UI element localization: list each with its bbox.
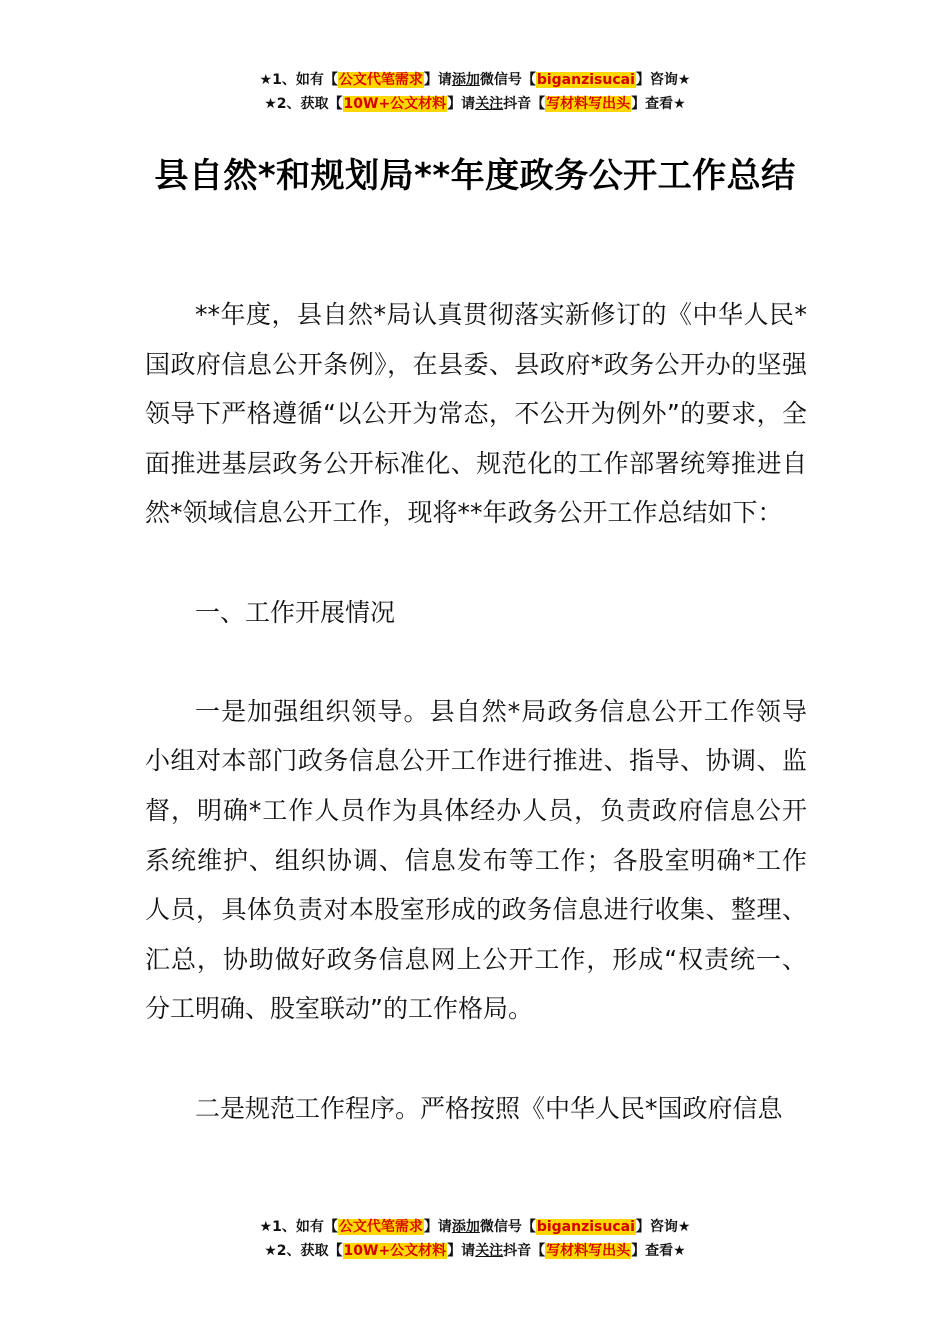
body-paragraph: 二是规范工作程序。严格按照《中华人民*国政府信息	[195, 1093, 783, 1123]
promo-line-1	[0, 68, 950, 92]
promo-line-2	[0, 1239, 950, 1263]
highlight-service: 公文代笔需求	[338, 72, 423, 88]
document-body	[145, 290, 807, 1183]
promo-text: ★2、获取【	[264, 1243, 343, 1259]
promo-text: 】咨询★	[635, 1219, 691, 1235]
promo-text: 】请	[447, 1243, 476, 1259]
promo-text: 】请	[447, 96, 476, 112]
intro-paragraph: **年度，县自然*局认真贯彻落实新修订的《中华人民*国政府信息公开条例》，在县委、县政府*政务公开办的坚强领导下严格遵循“以公开为常态，不公开为例外”的要求，全面推进基层政务公开标准化、规范化的工作部署统筹推进自然*领域信息公开工作，现将**年政务公开工作总结如下：	[145, 300, 807, 528]
promo-underlined: 关注	[475, 96, 504, 112]
promo-text: 】请	[423, 72, 452, 88]
highlight-wechat-id: biganzisucai	[536, 1219, 635, 1235]
promo-text: 】请	[423, 1219, 452, 1235]
document-title: 县自然*和规划局**年度政务公开工作总结	[154, 156, 796, 196]
promo-underlined: 添加	[451, 1219, 480, 1235]
promo-text: ★1、如有【	[259, 72, 338, 88]
highlight-service: 公文代笔需求	[338, 1219, 423, 1235]
promo-line-2	[0, 92, 950, 116]
promo-text: ★1、如有【	[259, 1219, 338, 1235]
highlight-wechat-id: biganzisucai	[536, 72, 635, 88]
promo-footer	[0, 1215, 950, 1263]
section-heading: 一、工作开展情况	[195, 597, 396, 627]
promo-text: 微信号【	[479, 72, 536, 88]
promo-line-1	[0, 1215, 950, 1239]
promo-text: 】查看★	[631, 1243, 686, 1259]
promo-underlined: 添加	[451, 72, 480, 88]
promo-text: 】咨询★	[635, 72, 691, 88]
highlight-douyin-account: 写材料写出头	[546, 96, 631, 112]
highlight-materials: 10W+公文材料	[343, 1243, 447, 1259]
highlight-materials: 10W+公文材料	[343, 96, 447, 112]
promo-text: 抖音【	[503, 1243, 546, 1259]
promo-header	[0, 68, 950, 116]
promo-text: 】查看★	[631, 96, 686, 112]
promo-underlined: 关注	[475, 1243, 504, 1259]
promo-text: 抖音【	[503, 96, 546, 112]
promo-text: 微信号【	[479, 1219, 536, 1235]
highlight-douyin-account: 写材料写出头	[546, 1243, 631, 1259]
body-paragraph: 一是加强组织领导。县自然*局政务信息公开工作领导小组对本部门政务信息公开工作进行推进、指导、协调、监督，明确*工作人员作为具体经办人员，负责政府信息公开系统维护、组织协调、信息发布等工作；各股室明确*工作人员，具体负责对本股室形成的政务信息进行收集、整理、汇总，协助做好政务信息网上公开工作，形成“权责统一、分工明确、股室联动”的工作格局。	[145, 696, 807, 1024]
promo-text: ★2、获取【	[264, 96, 343, 112]
